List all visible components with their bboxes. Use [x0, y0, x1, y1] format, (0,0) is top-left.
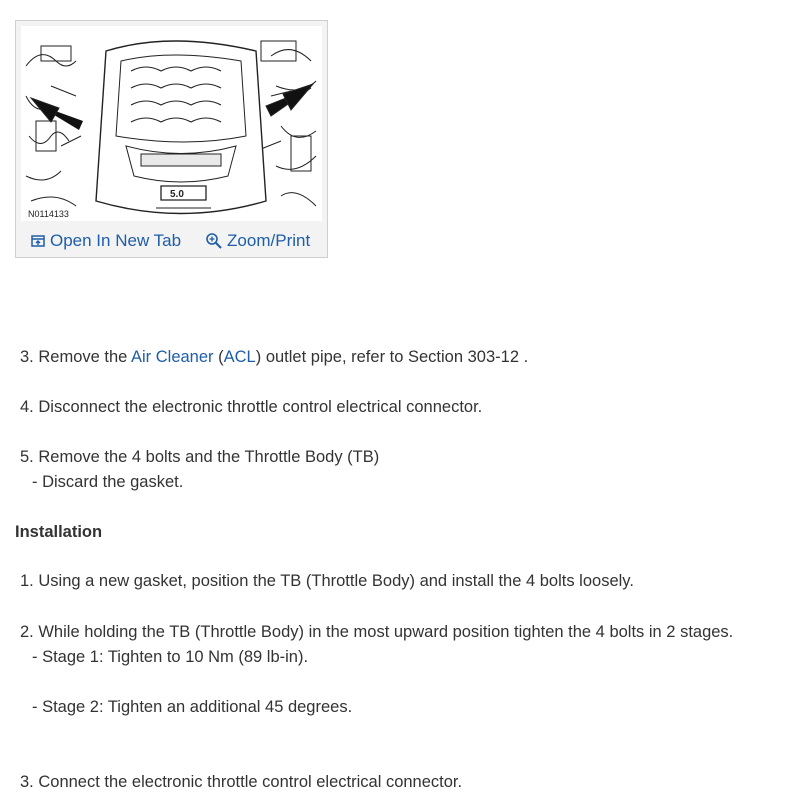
substep-text: Discard the gasket. [42, 473, 184, 491]
step-text: Remove the [38, 348, 131, 366]
install-step-2 [20, 622, 733, 642]
install-step-2-stage-1 [32, 647, 308, 667]
bullet-dash: - [32, 698, 43, 716]
step-text: Using a new gasket, position the TB (Throttle Body) and install the 4 bolts loosely. [38, 572, 634, 590]
bullet-dash: - [32, 473, 43, 491]
open-in-new-tab-link[interactable] [30, 231, 181, 251]
engine-badge: 5.0 [170, 189, 184, 200]
install-step-1 [20, 571, 634, 591]
step-text: ) outlet pipe, refer to Section 303-12 . [255, 348, 529, 366]
open-in-new-tab-label: Open In New Tab [50, 231, 182, 250]
figure-caption: N0114133 [28, 209, 69, 219]
removal-step-3 [20, 347, 528, 367]
step-number: 1. [20, 572, 34, 590]
zoom-print-link[interactable] [205, 231, 310, 251]
step-text: Disconnect the electronic throttle control electrical connector. [38, 398, 483, 416]
step-text: Remove the 4 bolts and the Throttle Body (TB) [38, 448, 380, 466]
removal-step-4 [20, 397, 482, 417]
removal-step-5 [20, 447, 379, 467]
acl-link[interactable]: ACL [223, 348, 256, 366]
installation-heading: Installation [15, 523, 103, 541]
step-number: 4. [20, 398, 34, 416]
open-new-tab-icon [30, 233, 46, 249]
step-number: 3. [20, 773, 34, 791]
step-text: ( [213, 348, 224, 366]
install-step-2-stage-2 [32, 697, 352, 717]
substep-text: Stage 2: Tighten an additional 45 degrees. [42, 698, 353, 716]
step-number: 3. [20, 348, 34, 366]
engine-illustration[interactable] [21, 26, 322, 221]
substep-text: Stage 1: Tighten to 10 Nm (89 lb-in). [42, 648, 309, 666]
removal-step-5-substep [32, 472, 183, 492]
engine-drawing [21, 26, 322, 221]
step-number: 5. [20, 448, 34, 466]
step-text: While holding the TB (Throttle Body) in the most upward position tighten the 4 bolts in 2 stages. [38, 623, 734, 641]
bullet-dash: - [32, 648, 43, 666]
figure-card [15, 20, 328, 258]
zoom-magnifier-icon [205, 232, 223, 250]
zoom-print-label: Zoom/Print [227, 231, 311, 250]
step-number: 2. [20, 623, 34, 641]
figure-toolbar [16, 225, 327, 257]
step-text: Connect the electronic throttle control electrical connector. [38, 773, 463, 791]
install-step-3 [20, 772, 462, 792]
air-cleaner-link[interactable]: Air Cleaner [131, 348, 214, 366]
